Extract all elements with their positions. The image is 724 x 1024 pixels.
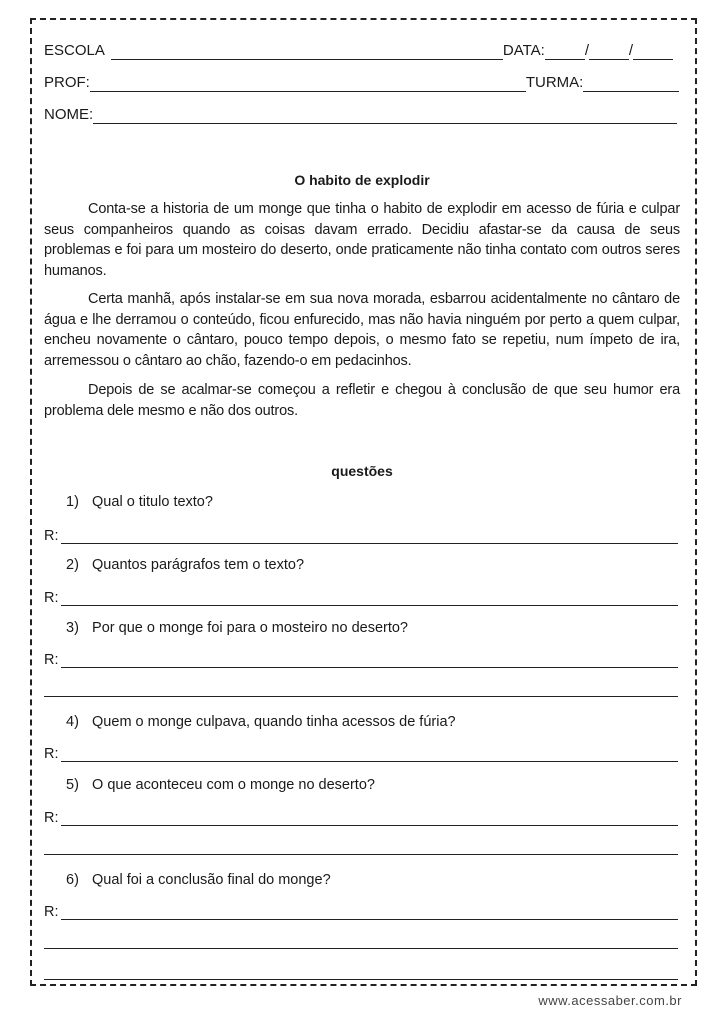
answer-line[interactable] [61, 654, 679, 668]
name-label: NOME: [44, 106, 94, 123]
paragraph-1: Conta-se a historia de um monge que tinha o habito de explodir em acesso de fúria e culpar seus companheiros quando as coisas davam errado. Decidiu afastar-se da causa de seus problemas e foi para um mosteiro do deserto, onde praticamente não tinha contato com outros seres humanos. [44, 201, 680, 279]
question-4 [66, 714, 456, 730]
answer-extra-line[interactable] [44, 854, 678, 855]
answer-label: R: [44, 652, 59, 668]
question-number: 4) [66, 714, 79, 730]
text-title: O habito de explodir [294, 172, 430, 188]
answer-line[interactable] [61, 906, 679, 920]
paragraph-3: Depois de se acalmar-se começou a refletir e chegou à conclusão de que seu humor era problema dele mesmo e não dos outros. [44, 382, 680, 419]
date-separator: / [628, 42, 633, 59]
answer-line[interactable] [61, 530, 679, 544]
school-field[interactable] [111, 46, 503, 60]
question-text: Quantos parágrafos tem o texto? [92, 557, 305, 573]
question-3 [66, 620, 408, 636]
question-number: 1) [66, 494, 79, 510]
answer-label: R: [44, 746, 59, 762]
question-number: 2) [66, 557, 79, 573]
date-separator: / [584, 42, 589, 59]
answer-line[interactable] [61, 812, 679, 826]
answer-label: R: [44, 528, 59, 544]
answer-5[interactable] [44, 808, 678, 826]
teacher-field[interactable] [90, 78, 526, 92]
answer-label: R: [44, 810, 59, 826]
question-6 [66, 872, 331, 888]
answer-4[interactable] [44, 744, 678, 762]
school-label: ESCOLA [44, 42, 105, 59]
class-field[interactable] [583, 78, 679, 92]
footer-website: www.acessaber.com.br [538, 993, 682, 1008]
answer-extra-line[interactable] [44, 696, 678, 697]
teacher-class-row [44, 74, 679, 92]
answer-label: R: [44, 590, 59, 606]
answer-2[interactable] [44, 588, 678, 606]
teacher-label: PROF: [44, 74, 90, 91]
question-text: Por que o monge foi para o mosteiro no deserto? [92, 620, 409, 636]
question-number: 5) [66, 777, 79, 793]
name-field[interactable] [93, 110, 677, 124]
date-label: DATA: [502, 42, 545, 59]
answer-line[interactable] [61, 748, 679, 762]
date-month-field[interactable] [589, 46, 629, 60]
school-date-row [44, 42, 673, 60]
question-number: 3) [66, 620, 79, 636]
answer-3[interactable] [44, 650, 678, 668]
question-5 [66, 777, 375, 793]
name-row [44, 106, 677, 124]
paragraph-2: Certa manhã, após instalar-se em sua nova morada, esbarrou acidentalmente no cântaro de água e lhe derramou o conteúdo, ficou enfurecido, mas não havia ninguém por perto a quem culpar, encheu novamente o cântaro, pouco tempo depois, o mesmo fato se repetiu, num ímpeto de ira, arremessou o cântaro ao chão, fazendo-o em pedacinhos. [44, 291, 680, 369]
answer-extra-line[interactable] [44, 948, 678, 949]
class-label: TURMA: [525, 74, 584, 91]
question-1 [66, 494, 213, 510]
date-day-field[interactable] [545, 46, 585, 60]
question-text: Qual foi a conclusão final do monge? [92, 872, 331, 888]
question-text: O que aconteceu com o monge no deserto? [92, 777, 375, 793]
question-text: Quem o monge culpava, quando tinha acessos de fúria? [92, 714, 456, 730]
answer-label: R: [44, 904, 59, 920]
question-2 [66, 557, 304, 573]
date-year-field[interactable] [633, 46, 673, 60]
question-number: 6) [66, 872, 79, 888]
answer-extra-line[interactable] [44, 979, 678, 980]
answer-line[interactable] [61, 592, 679, 606]
question-text: Qual o titulo texto? [92, 494, 213, 510]
answer-6[interactable] [44, 902, 678, 920]
questions-heading: questões [331, 463, 393, 479]
answer-1[interactable] [44, 526, 678, 544]
